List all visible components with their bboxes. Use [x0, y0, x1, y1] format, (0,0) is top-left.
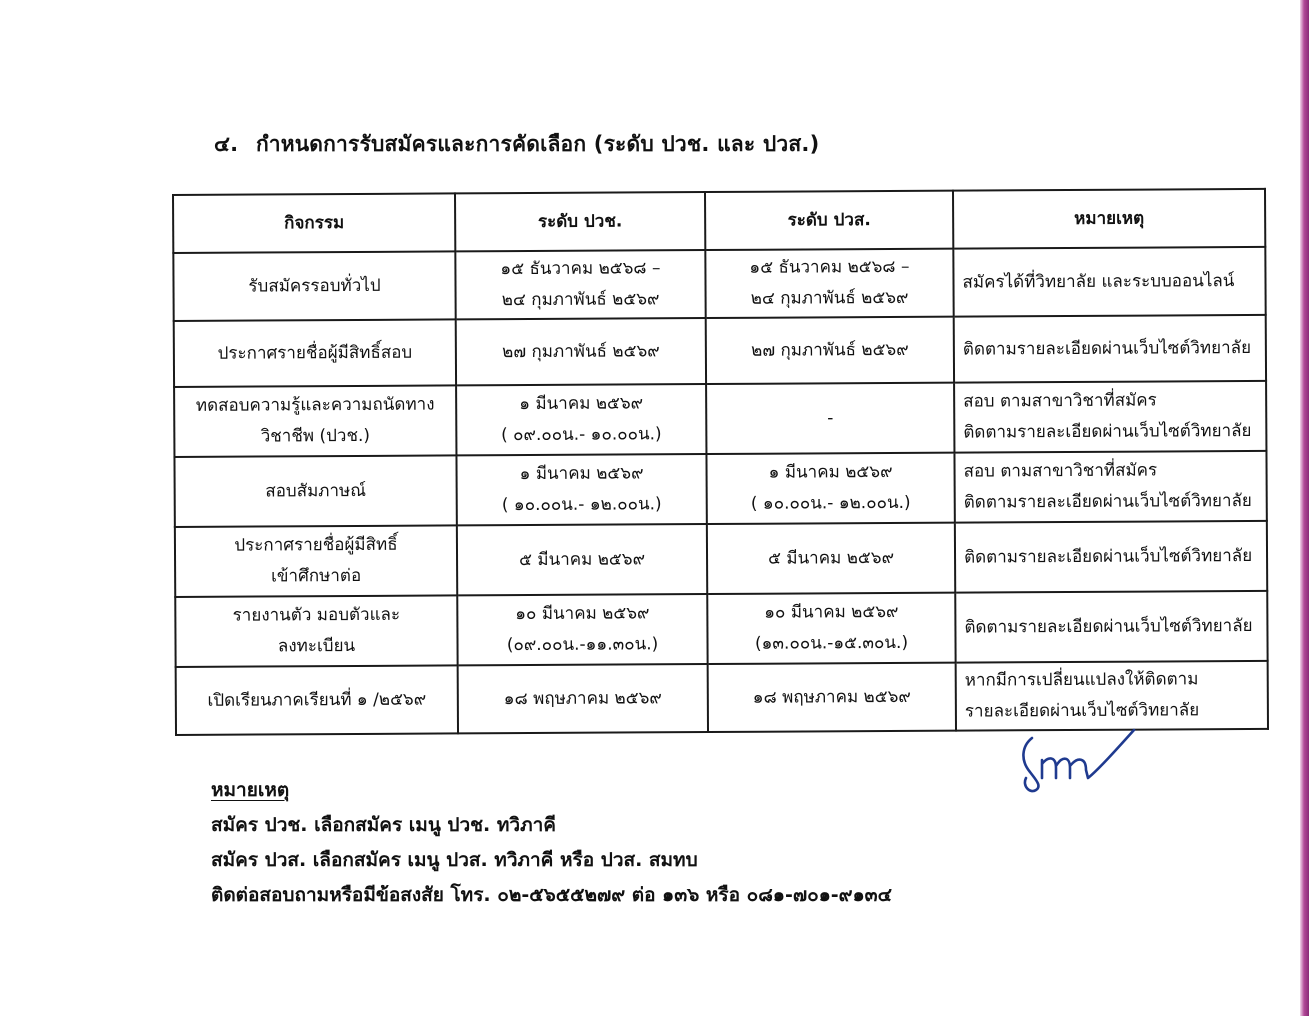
note-cell [954, 315, 1266, 383]
pvc-date-cell [457, 524, 707, 595]
cell-line: ๕ มีนาคม ๒๕๖๙ [768, 547, 895, 569]
header-pvs: ระดับ ปวส. [705, 191, 953, 250]
activity-cell [173, 251, 455, 321]
cell-line: สอบ ตามสาขาวิชาที่สมัคร [963, 460, 1158, 482]
cell-line: ๑ มีนาคม ๒๕๖๙ [519, 463, 644, 485]
remarks-block [211, 773, 892, 913]
pvc-date-cell [457, 594, 707, 665]
cell-line: (๑๓.๐๐น.-๑๕.๓๐น.) [754, 632, 909, 654]
section-heading [214, 128, 819, 161]
cell-line: ( ๑๐.๐๐น.- ๑๒.๐๐น.) [750, 492, 911, 514]
page-edge-stripe [1300, 0, 1309, 1016]
note-cell [955, 521, 1267, 593]
cell-line: ๑ มีนาคม ๒๕๖๙ [519, 393, 644, 415]
cell-line: ๑ มีนาคม ๒๕๖๙ [768, 461, 893, 483]
cell-line: สมัครได้ที่วิทยาลัย และระบบออนไลน์ [962, 270, 1235, 293]
cell-line: ๕ มีนาคม ๒๕๖๙ [519, 548, 646, 570]
remarks-title: หมายเหตุ [211, 779, 290, 801]
table-header-row [173, 189, 1265, 253]
table-row [173, 247, 1265, 321]
pvc-date-cell [455, 250, 705, 319]
cell-line: ๑๘ พฤษภาคม ๒๕๖๙ [752, 686, 911, 708]
cell-line: ๑๐ มีนาคม ๒๕๖๙ [764, 601, 899, 623]
header-activity: กิจกรรม [173, 193, 455, 253]
pvs-date-cell [706, 453, 954, 524]
section-title: กำหนดการรับสมัครและการคัดเลือก (ระดับ ปวช. และ ปวส.) [256, 132, 820, 156]
pvs-date-cell [707, 593, 955, 664]
cell-line: สอบสัมภาษณ์ [265, 480, 367, 501]
pvc-date-cell [458, 664, 708, 733]
cell-line: ( ๑๐.๐๐น.- ๑๒.๐๐น.) [501, 494, 662, 516]
activity-cell [175, 595, 457, 667]
cell-line: ติดตามรายละเอียดผ่านเว็บไซต์วิทยาลัย [963, 420, 1252, 443]
cell-line: ( ๐๙.๐๐น.- ๑๐.๐๐น.) [501, 424, 662, 446]
cell-line: สอบ ตามสาขาวิชาที่สมัคร [963, 390, 1157, 412]
handwritten-signature [1012, 720, 1142, 800]
pvs-date-cell [706, 317, 954, 384]
cell-line: ๑๐ มีนาคม ๒๕๖๙ [515, 603, 650, 625]
activity-cell [174, 385, 456, 457]
cell-line: ๑๕ ธันวาคม ๒๕๖๘ – [500, 258, 661, 280]
signature-stroke [1023, 730, 1134, 791]
cell-line: ๒๔ กุมภาพันธ์ ๒๕๖๙ [501, 289, 660, 311]
remarks-line: สมัคร ปวส. เลือกสมัคร เมนู ปวส. ทวิภาคี หรือ ปวส. สมทบ [211, 849, 698, 871]
table-row [174, 315, 1266, 387]
cell-line: ๑๕ ธันวาคม ๒๕๖๘ – [749, 256, 910, 278]
cell-line: รายละเอียดผ่านเว็บไซต์วิทยาลัย [964, 700, 1200, 722]
pvs-date-cell [705, 249, 953, 318]
header-pvc: ระดับ ปวช. [455, 192, 705, 251]
pvs-date-cell [708, 663, 956, 732]
note-cell [954, 381, 1266, 453]
cell-line: ติดตามรายละเอียดผ่านเว็บไซต์วิทยาลัย [963, 545, 1253, 568]
cell-line: วิชาชีพ (ปวช.) [260, 425, 371, 447]
note-cell [953, 247, 1265, 317]
pvc-date-cell [456, 318, 706, 385]
cell-line: ๑๘ พฤษภาคม ๒๕๖๙ [503, 687, 662, 709]
table-row [175, 591, 1267, 667]
cell-line: ๒๗ กุมภาพันธ์ ๒๕๖๙ [751, 339, 909, 361]
activity-cell [176, 665, 458, 735]
cell-line: รับสมัครรอบทั่วไป [248, 275, 381, 297]
cell-line: ติดตามรายละเอียดผ่านเว็บไซต์วิทยาลัย [964, 615, 1253, 638]
pvc-date-cell [456, 384, 706, 455]
cell-line: ทดสอบความรู้และความถนัดทาง [195, 394, 435, 416]
cell-line: ติดตามรายละเอียดผ่านเว็บไซต์วิทยาลัย [963, 490, 1252, 513]
section-number: ๔. [214, 132, 239, 156]
cell-line: ประกาศรายชื่อผู้มีสิทธิ์ [234, 534, 398, 556]
cell-line: ๒๗ กุมภาพันธ์ ๒๕๖๙ [502, 340, 660, 362]
table-row [174, 451, 1266, 527]
note-cell [955, 591, 1267, 663]
cell-line: รายงานตัว มอบตัวและ [232, 604, 401, 626]
table-row [175, 521, 1267, 597]
cell-line: ๒๔ กุมภาพันธ์ ๒๕๖๙ [750, 287, 909, 309]
header-note: หมายเหตุ [953, 189, 1265, 249]
cell-line: ติดตามรายละเอียดผ่านเว็บไซต์วิทยาลัย [962, 337, 1252, 360]
remarks-line: สมัคร ปวช. เลือกสมัคร เมนู ปวช. ทวิภาคี [211, 814, 556, 836]
cell-line: เข้าศึกษาต่อ [271, 565, 362, 587]
pvc-date-cell [456, 454, 706, 525]
table-row [174, 381, 1266, 457]
remarks-line: ติดต่อสอบถามหรือมีข้อสงสัย โทร. ๐๒-๕๖๕๕๒๗๙ ต่อ ๑๓๖ หรือ ๐๘๑-๗๐๑-๙๑๓๔ [211, 884, 893, 906]
note-cell [954, 451, 1266, 523]
pvs-date-cell [707, 523, 955, 594]
activity-cell [174, 319, 456, 387]
cell-line: หากมีการเปลี่ยนแปลงให้ติดตาม [964, 669, 1199, 691]
pvs-date-cell [706, 383, 954, 454]
activity-cell [175, 525, 457, 597]
cell-line: ประกาศรายชื่อผู้มีสิทธิ์สอบ [217, 342, 413, 364]
cell-line: ลงทะเบียน [277, 635, 356, 657]
cell-line: - [827, 407, 834, 428]
activity-cell [174, 455, 456, 527]
cell-line: เปิดเรียนภาคเรียนที่ ๑ /๒๕๖๙ [207, 689, 427, 711]
cell-line: (๐๙.๐๐น.-๑๑.๓๐น.) [506, 634, 659, 656]
schedule-table [172, 188, 1269, 736]
